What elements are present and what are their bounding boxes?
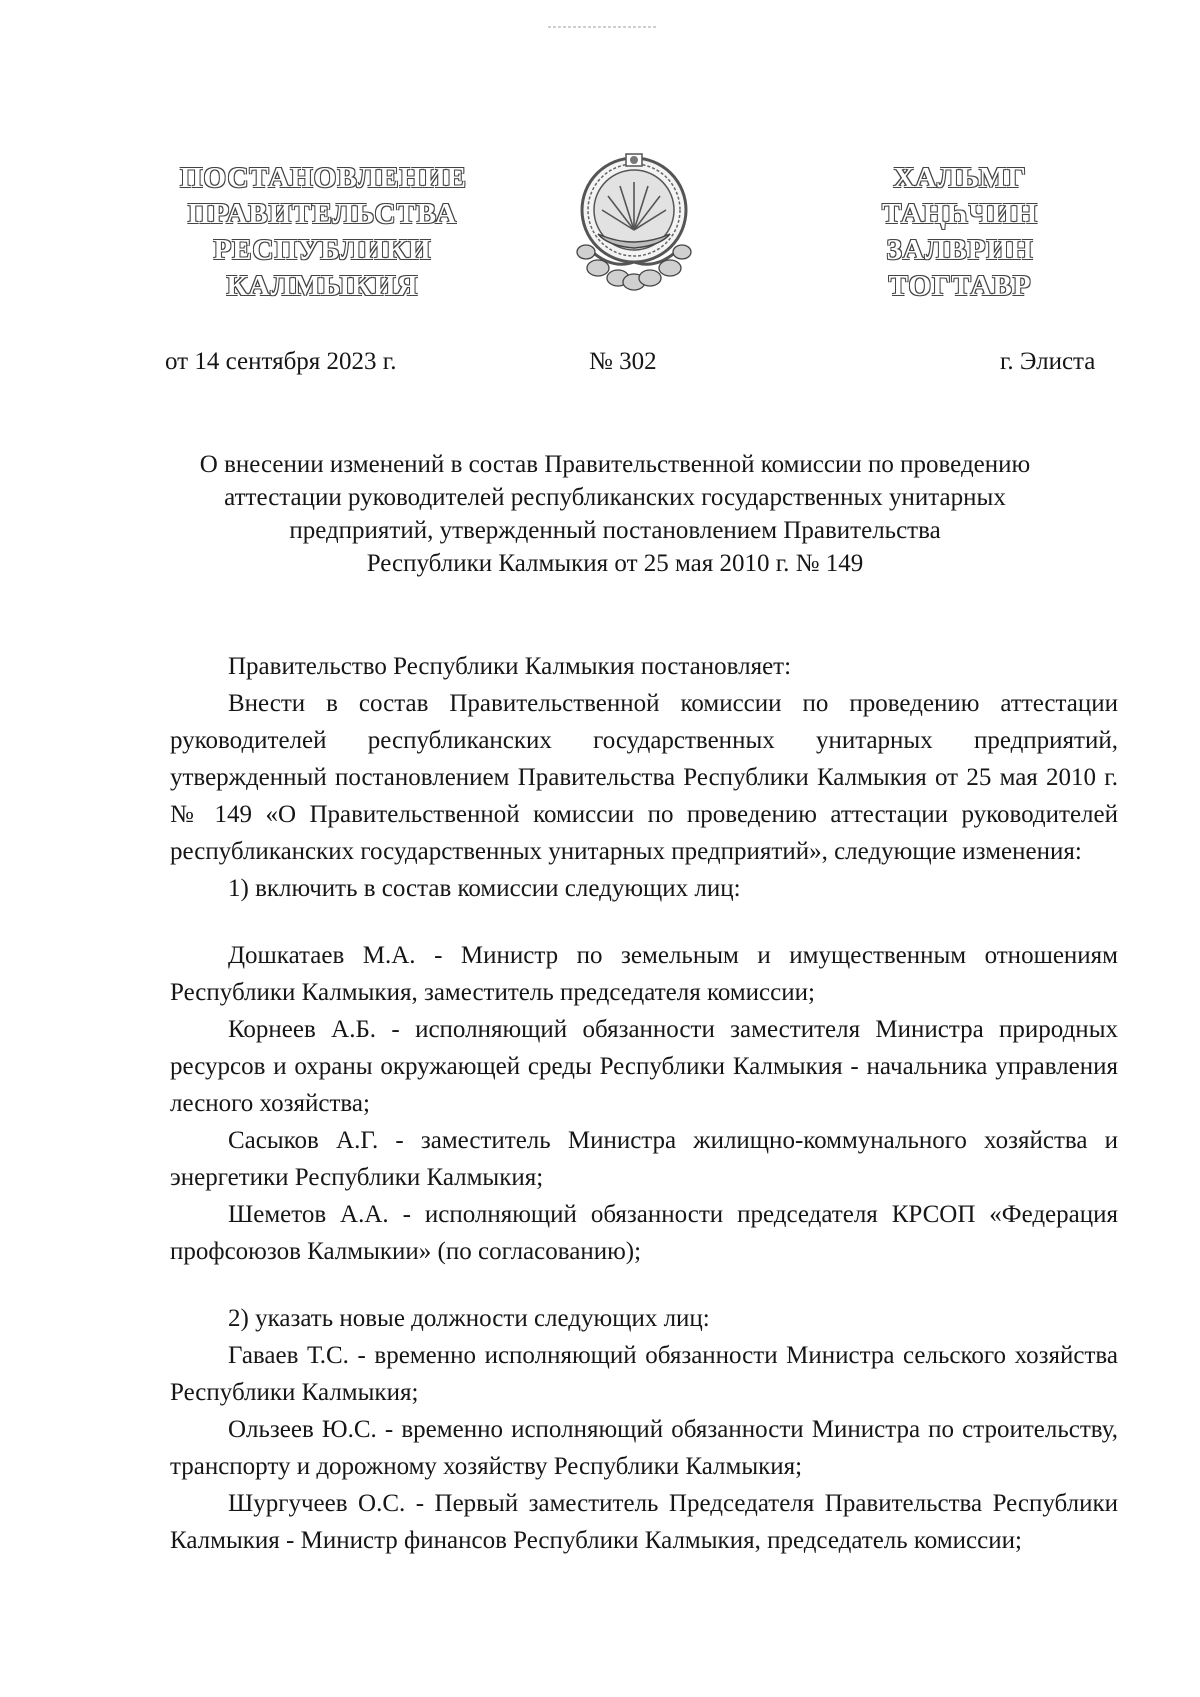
header-right — [870, 160, 1050, 304]
member-entry: Ользеев Ю.С. - временно исполняющий обязанности Министра по строительству, транспорту и дорожному хозяйству Республики Калмыкия; — [170, 1416, 1118, 1480]
member-entry: Дошкатаев М.А. - Министр по земельным и имущественным отношениям Республики Калмыкия, заместитель председателя комиссии; — [170, 942, 1118, 1006]
header-right-line: ТАҢҺЧИН — [881, 198, 1039, 230]
title-line: аттестации руководителей республиканских государственных унитарных — [224, 484, 1006, 511]
title-line: предприятий, утвержденный постановлением Правительства — [289, 517, 941, 544]
header-left-line: ПРАВИТЕЛЬСТВА — [187, 198, 458, 230]
member-entry: Гаваев Т.С. - временно исполняющий обязанности Министра сельского хозяйства Республики Калмыкия; — [170, 1342, 1118, 1406]
main-paragraph: Внести в состав Правительственной комиссии по проведению аттестации руководителей республиканских государственных унитарных предприятий, утвержденный постановлением Правительства Республики Калмыкия от 25 мая 2010 г. № 149 «О Правительственной комиссии по проведению аттестации руководителей республиканских государственных унитарных предприятий», следующие изменения: — [170, 690, 1118, 865]
scan-artifact — [548, 26, 656, 28]
header-left-line: ПОСТАНОВЛЕНИЕ — [180, 162, 468, 194]
document-city: г. Элиста — [1000, 348, 1096, 375]
document-date: от 14 сентября 2023 г. — [165, 348, 397, 375]
header-left-line: РЕСПУБЛИКИ — [213, 234, 432, 266]
member-entry: Корнеев А.Б. - исполняющий обязанности заместителя Министра природных ресурсов и охраны окружающей среды Республики Калмыкия - начальника управления лесного хозяйства; — [170, 1016, 1118, 1117]
header-left — [180, 160, 468, 304]
preamble-paragraph: Правительство Республики Калмыкия постановляет: — [228, 653, 792, 680]
member-entry: Сасыков А.Г. - заместитель Министра жилищно-коммунального хозяйства и энергетики Республики Калмыкия; — [170, 1127, 1118, 1191]
coat-of-arms-emblem — [568, 150, 700, 300]
header-right-line: ХАЛЬМГ — [893, 162, 1027, 194]
document-body — [170, 648, 1118, 1559]
list-heading-positions: 2) указать новые должности следующих лиц: — [228, 1305, 710, 1332]
document-title — [150, 448, 1080, 580]
header-left-line: КАЛМЫКИЯ — [226, 270, 419, 302]
list-heading-include: 1) включить в состав комиссии следующих лиц: — [228, 875, 741, 902]
member-entry: Шургучеев О.С. - Первый заместитель Председателя Правительства Республики Калмыкия - Министр финансов Республики Калмыкия, председатель комиссии; — [170, 1490, 1118, 1554]
title-line: Республики Калмыкия от 25 мая 2010 г. № 149 — [366, 550, 864, 577]
title-line: О внесении изменений в состав Правительственной комиссии по проведению — [199, 451, 1031, 478]
header-right-line: ТОГТАВР — [888, 270, 1032, 302]
document-number: № 302 — [589, 348, 657, 375]
member-entry: Шеметов А.А. - исполняющий обязанности председателя КРСОП «Федерация профсоюзов Калмыкии» (по согласованию); — [170, 1201, 1118, 1265]
header-right-line: ЗАЛВРИН — [886, 234, 1034, 266]
